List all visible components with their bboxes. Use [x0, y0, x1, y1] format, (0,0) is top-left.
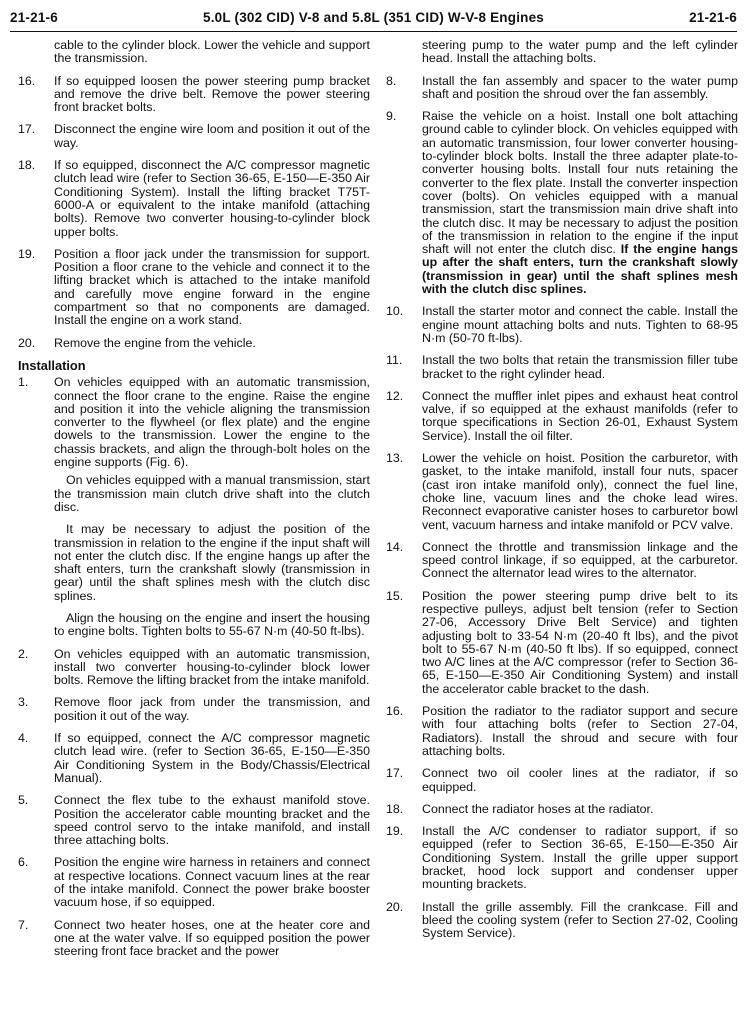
step-text: Disconnect the engine wire loom and position it out of the way.: [54, 122, 370, 150]
continued-step-text: cable to the cylinder block. Lower the vehicle and support the transmission.: [54, 38, 370, 66]
removal-step-19: [18, 248, 370, 328]
step-number: 13.: [386, 451, 404, 466]
removal-step-17: [18, 123, 370, 150]
step-number: 1.: [18, 375, 29, 390]
step-text: Connect two heater hoses, one at the heater core and one at the water valve. If so equipped position the power steering front face bracket and the power: [54, 917, 370, 959]
install-step-10: [386, 305, 738, 345]
step-number: 10.: [386, 304, 404, 319]
install-step-20: [386, 901, 738, 941]
step-number: 17.: [386, 766, 404, 781]
step-text: Connect the muffler inlet pipes and exhaust heat control valve, if so equipped at the exhaust manifolds (refer to torque specifications in Section 26-01, Exhaust System Service). Install the oil filter.: [422, 388, 738, 443]
step-text: Position the radiator to the radiator support and secure with four attaching bolts (refer to Section 27-04, Radiators). Install the shroud and secure with four attaching bolts.: [422, 704, 738, 758]
step-number: 20.: [386, 899, 404, 914]
step-text: Connect the radiator hoses at the radiator.: [422, 801, 654, 816]
step-text-regular: Raise the vehicle on a hoist. Install one bolt attaching ground cable to cylinder block. On vehicles equipped with an automatic transmission, four lower converter housing-to-cylinder block bolts. Install the three adapter plate-to-converter housing bolts. Install four nuts retaining the converter to the flex plate. Install the converter inspection cover (bolts). On vehicles equipped with a manual transmission, start the transmission main drive shaft into the clutch disc. It may be necessary to adjust the position of the transmission in relation to the engine if the input shaft will not enter the clutch disc.: [422, 109, 738, 257]
step-text: Install the two bolts that retain the transmission filler tube bracket to the right cylinder head.: [422, 353, 738, 381]
step-text: Install the starter motor and connect the cable. Install the engine mount attaching bolts and nuts. Tighten to 68-95 N·m (50-70 ft-lbs).: [422, 304, 738, 345]
step-number: 11.: [386, 353, 403, 368]
continued-step-text: steering pump to the water pump and the left cylinder head. Install the attaching bolts.: [422, 38, 738, 66]
removal-step-20: [18, 337, 370, 350]
step-text: [422, 110, 738, 296]
page-number-left: 21-21-6: [10, 9, 58, 25]
install-step-3: [18, 696, 370, 723]
step-text: If so equipped, connect the A/C compressor magnetic clutch lead wire. (refer to Section 36-65, E-150—E-350 Air Conditioning System in the Body/Chassis/Electrical Manual).: [54, 731, 370, 785]
install-step-1-paragraph: Align the housing on the engine and insert the housing to engine bolts. Tighten bolts to 55-67 N·m (40-50 ft-lbs).: [54, 610, 370, 639]
step-text: Position the power steering pump drive belt to its respective pulleys, adjust belt tension (refer to Section 27-06, Accessory Drive Belt Service) and tighten adjusting bolt to 33-54 N·m (20-40 ft lbs), and the pivot bolt to 55-67 N·m (40-50 ft lbs). If so equipped, connect two A/C lines at the A/C compressor (refer to Section 36-65, E-150—E-350 Air Conditioning System) and install the accelerator cable bracket to the dash.: [422, 588, 738, 696]
step-number: 9.: [386, 109, 397, 124]
install-step-1: [18, 376, 370, 469]
install-step-18: [386, 803, 738, 816]
step-text: Position the engine wire harness in retainers and connect at respective locations. Connect vacuum lines at the rear of the intake manifold. Connect the power brake booster vacuum hose, if so equipped.: [54, 855, 370, 910]
right-column: [386, 39, 738, 950]
step-number: 6.: [18, 855, 29, 870]
removal-step-16: [18, 75, 370, 115]
step-number: 7.: [18, 917, 29, 932]
page-number-right: 21-21-6: [689, 9, 737, 25]
step-number: 17.: [18, 122, 36, 137]
step-text: Lower the vehicle on hoist. Position the carburetor, with gasket, to the intake manifold, install four nuts, spacer (cast iron intake manifold only), connect the fuel line, choke line, vacuum lines and the choke lead wires. Reconnect evaporative canister hoses to carburetor bowl vent, vacuum harness and intake manifold or PCV valve.: [422, 451, 738, 532]
step-number: 19.: [18, 246, 36, 261]
install-step-2: [18, 648, 370, 688]
step-number: 16.: [386, 704, 404, 719]
step-text: Remove floor jack from under the transmission, and position it out of the way.: [54, 695, 370, 723]
header-rule: [10, 31, 737, 32]
step-number: 14.: [386, 539, 404, 554]
step-number: 20.: [18, 335, 36, 350]
step-number: 18.: [18, 158, 36, 173]
step-text: If so equipped loosen the power steering pump bracket and remove the drive belt. Remove the power steering front bracket bolts.: [54, 73, 370, 115]
step-number: 16.: [18, 73, 36, 88]
step-text: Connect the throttle and transmission linkage and the speed control linkage, if so equipped, at the carburetor. Connect the alternator lead wires to the alternator.: [422, 539, 738, 581]
step-number: 15.: [386, 588, 404, 603]
step-number: 2.: [18, 646, 29, 661]
install-step-12: [386, 390, 738, 443]
step-number: 3.: [18, 695, 29, 710]
install-step-7: [18, 919, 370, 959]
step-number: 19.: [386, 824, 404, 839]
page-header: [10, 6, 737, 28]
install-step-5: [18, 794, 370, 847]
install-step-15: [386, 590, 738, 696]
install-step-13: [386, 452, 738, 532]
step-number: 5.: [18, 793, 29, 808]
step-text: Install the grille assembly. Fill the crankcase. Fill and bleed the cooling system (refer to Section 27-02, Cooling System Service).: [422, 899, 738, 941]
step-text: Install the A/C condenser to radiator support, if so equipped (refer to Section 36-65, E-150—E-350 Air Conditioning System. Install the grille upper support bracket, hood lock support and condenser upper mounting brackets.: [422, 824, 738, 892]
step-text: If so equipped, disconnect the A/C compressor magnetic clutch lead wire (refer to Section 36-65, E-150—E-350 Air Conditioning System). Install the lifting bracket T75T-6000-A or equivalent to the intake manifold (attaching bolts). Remove two converter housing-to-cylinder block upper bolts.: [54, 158, 370, 239]
step-text-bold-warning: If the engine hangs up after the shaft enters, turn the crankshaft slowly (transmission in gear) until the shaft splines mesh with the clutch disc splines.: [422, 242, 738, 297]
install-step-11: [386, 354, 738, 381]
left-column: [18, 39, 370, 968]
step-text: Remove the engine from the vehicle.: [54, 335, 256, 350]
step-text: Connect two oil cooler lines at the radiator, if so equipped.: [422, 766, 738, 794]
install-step-6: [18, 856, 370, 909]
step-number: 18.: [386, 801, 404, 816]
install-step-1-paragraph: It may be necessary to adjust the position of the transmission in relation to the engine if the input shaft will not enter the clutch disc. If the engine hangs up after the shaft enters, turn the crankshaft slowly (transmission in gear) until the shaft splines mesh with the clutch disc splines.: [54, 522, 370, 603]
install-step-1-paragraph: On vehicles equipped with a manual transmission, start the transmission main clutch drive shaft into the clutch disc.: [54, 473, 370, 514]
step-text: Position a floor jack under the transmission for support. Position a floor crane to the vehicle and connect it to the lifting bracket which is attached to the intake manifold and carefully move engine forward in the engine compartment so that no components are damaged. Install the engine on a work stand.: [54, 246, 370, 328]
install-step-19: [386, 825, 738, 891]
install-step-4: [18, 732, 370, 785]
step-number: 12.: [386, 388, 404, 403]
step-number: 8.: [386, 73, 397, 88]
install-step-9: [386, 110, 738, 296]
removal-step-18: [18, 159, 370, 239]
page-title: 5.0L (302 CID) V-8 and 5.8L (351 CID) W-V-8 Engines: [202, 9, 545, 25]
install-step-17: [386, 767, 738, 794]
install-step-16: [386, 705, 738, 758]
step-text: Install the fan assembly and spacer to the water pump shaft and position the shroud over the fan assembly.: [422, 73, 738, 101]
step-text: On vehicles equipped with an automatic transmission, connect the floor crane to the engine. Raise the engine and position it into the vehicle aligning the transmission converter to the flywheel (or flex plate) and the engine dowels to the transmission. Lower the engine to the chassis brackets, and align the through-bolt holes on the engine supports (Fig. 6).: [54, 375, 370, 470]
step-text: Connect the flex tube to the exhaust manifold stove. Position the accelerator cable mounting bracket and the speed control servo to the intake manifold, and install three attaching bolts.: [54, 793, 370, 848]
installation-heading: Installation: [18, 357, 86, 373]
step-number: 4.: [18, 731, 29, 746]
install-step-8: [386, 75, 738, 102]
step-text: On vehicles equipped with an automatic transmission, install two converter housing-to-cylinder block lower bolts. Remove the lifting bracket from the intake manifold.: [54, 646, 370, 688]
install-step-14: [386, 541, 738, 581]
